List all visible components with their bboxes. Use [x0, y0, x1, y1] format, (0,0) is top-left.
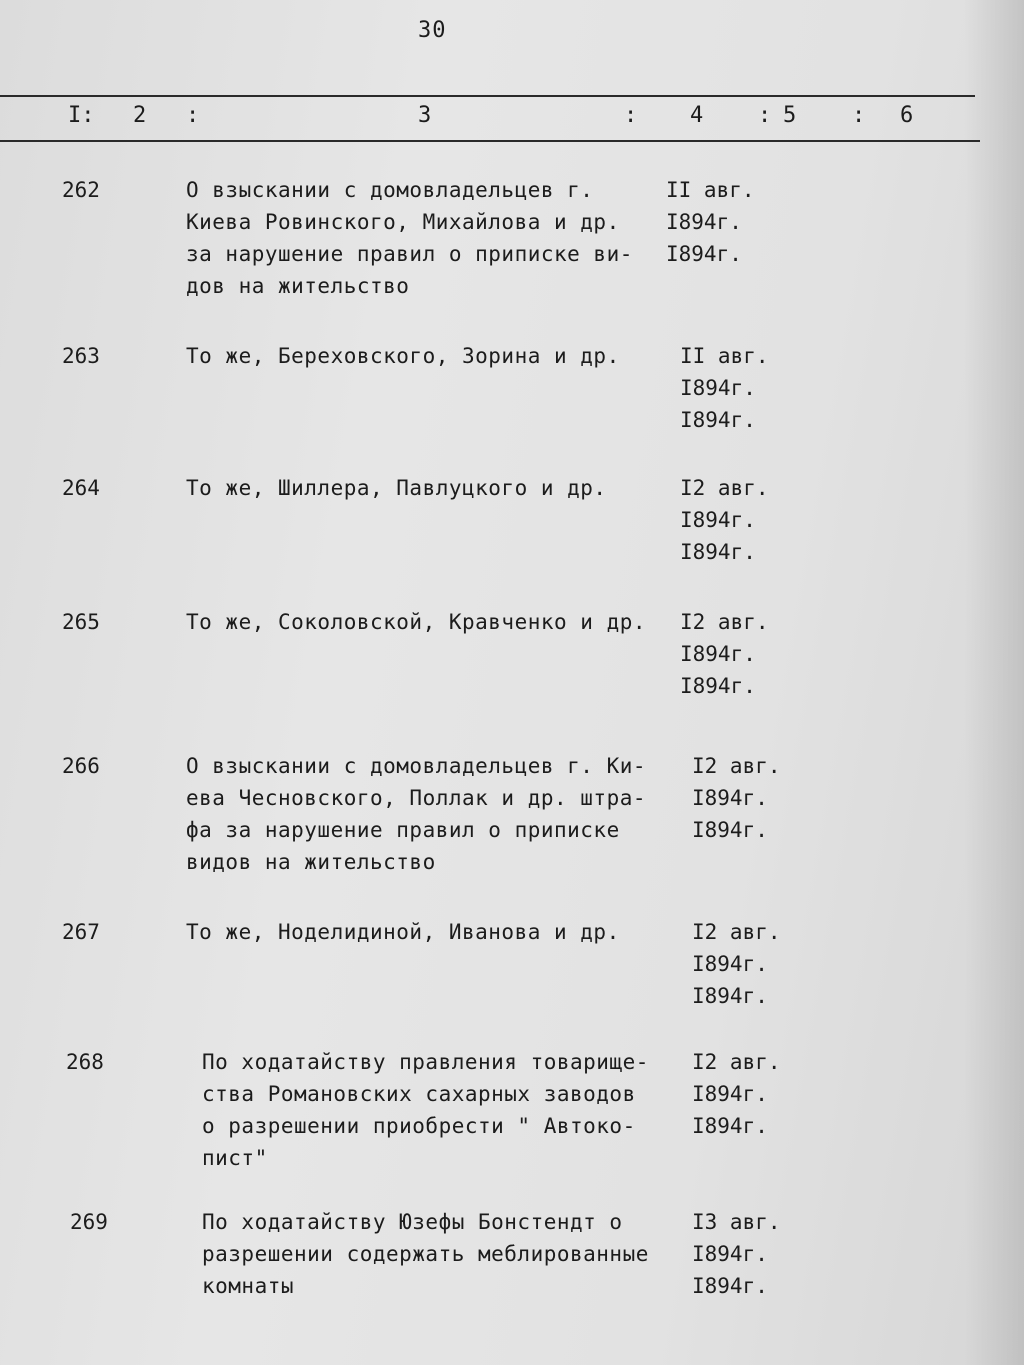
column-separator: :: [624, 103, 638, 128]
record-title: [202, 1046, 649, 1174]
record-date-line: II авг.: [680, 344, 769, 368]
record-date-line: I894г.: [680, 674, 756, 698]
record-number: 269: [70, 1210, 108, 1234]
record-date-line: I894г.: [680, 642, 756, 666]
record-title-line: То же, Береховского, Зорина и др.: [186, 344, 620, 368]
page-number: 30: [418, 18, 447, 43]
record-dates: [680, 606, 769, 702]
record-title-line: фа за нарушение правил о приписке: [186, 818, 620, 842]
record-title-line: То же, Ноделидиной, Иванова и др.: [186, 920, 620, 944]
record-date-line: I2 авг.: [692, 754, 781, 778]
record-title: [202, 1206, 649, 1302]
record-date-line: I894г.: [692, 1082, 768, 1106]
column-header-5: 5: [783, 103, 797, 128]
record-title-line: комнаты: [202, 1274, 295, 1298]
record-title-line: дов на жительство: [186, 274, 410, 298]
record-date-line: I894г.: [692, 984, 768, 1008]
record-title-line: По ходатайству правления товарище-: [202, 1050, 649, 1074]
record-date-line: I894г.: [692, 1274, 768, 1298]
record-date-line: I2 авг.: [692, 920, 781, 944]
column-header-3: 3: [418, 103, 432, 128]
record-number: 263: [62, 344, 100, 368]
record-date-line: I2 авг.: [680, 610, 769, 634]
column-header-6: 6: [900, 103, 914, 128]
record-title: [186, 606, 646, 638]
record-title-line: ева Чесновского, Поллак и др. штра-: [186, 786, 647, 810]
record-date-line: I894г.: [692, 786, 768, 810]
record-dates: [692, 750, 781, 846]
record-title-line: То же, Шиллера, Павлуцкого и др.: [186, 476, 607, 500]
column-header-2: 2: [133, 103, 147, 128]
record-number: 266: [62, 754, 100, 778]
record-date-line: I894г.: [666, 210, 742, 234]
record-title: [186, 750, 646, 878]
record-dates: [680, 340, 769, 436]
record-date-line: I894г.: [692, 1114, 768, 1138]
record-title: [186, 916, 620, 948]
record-title-line: разрешении содержать меблированные: [202, 1242, 649, 1266]
record-title: [186, 174, 633, 302]
record-dates: [666, 174, 755, 270]
record-number: 262: [62, 178, 100, 202]
record-date-line: I894г.: [680, 376, 756, 400]
record-title-line: По ходатайству Юзефы Бонстендт о: [202, 1210, 623, 1234]
record-date-line: I894г.: [680, 540, 756, 564]
record-title-line: Киева Ровинского, Михайлова и др.: [186, 210, 620, 234]
column-separator: :: [852, 103, 866, 128]
record-date-line: I2 авг.: [680, 476, 769, 500]
record-number: 267: [62, 920, 100, 944]
record-dates: [680, 472, 769, 568]
record-title-line: О взыскании с домовладельцев г.: [186, 178, 594, 202]
record-date-line: II авг.: [666, 178, 755, 202]
column-separator: :: [186, 103, 200, 128]
record-date-line: I3 авг.: [692, 1210, 781, 1234]
record-title-line: О взыскании с домовладельцев г. Ки-: [186, 754, 647, 778]
record-title: [186, 472, 607, 504]
record-number: 268: [66, 1050, 104, 1074]
record-number: 264: [62, 476, 100, 500]
record-date-line: I894г.: [692, 818, 768, 842]
record-dates: [692, 1206, 781, 1302]
record-title-line: То же, Соколовской, Кравченко и др.: [186, 610, 647, 634]
record-dates: [692, 916, 781, 1012]
column-header-4: 4: [690, 103, 704, 128]
record-date-line: I894г.: [666, 242, 742, 266]
record-date-line: I894г.: [680, 408, 756, 432]
record-dates: [692, 1046, 781, 1142]
record-title-line: ства Романовских сахарных заводов: [202, 1082, 636, 1106]
record-title: [186, 340, 620, 372]
column-header-1: I:: [68, 103, 95, 128]
record-date-line: I894г.: [680, 508, 756, 532]
record-date-line: I2 авг.: [692, 1050, 781, 1074]
record-date-line: I894г.: [692, 952, 768, 976]
column-separator: :: [758, 103, 772, 128]
record-title-line: видов на жительство: [186, 850, 436, 874]
record-date-line: I894г.: [692, 1242, 768, 1266]
record-number: 265: [62, 610, 100, 634]
record-title-line: пист": [202, 1146, 268, 1170]
record-title-line: о разрешении приобрести " Автоко-: [202, 1114, 636, 1138]
record-title-line: за нарушение правил о приписке ви-: [186, 242, 633, 266]
